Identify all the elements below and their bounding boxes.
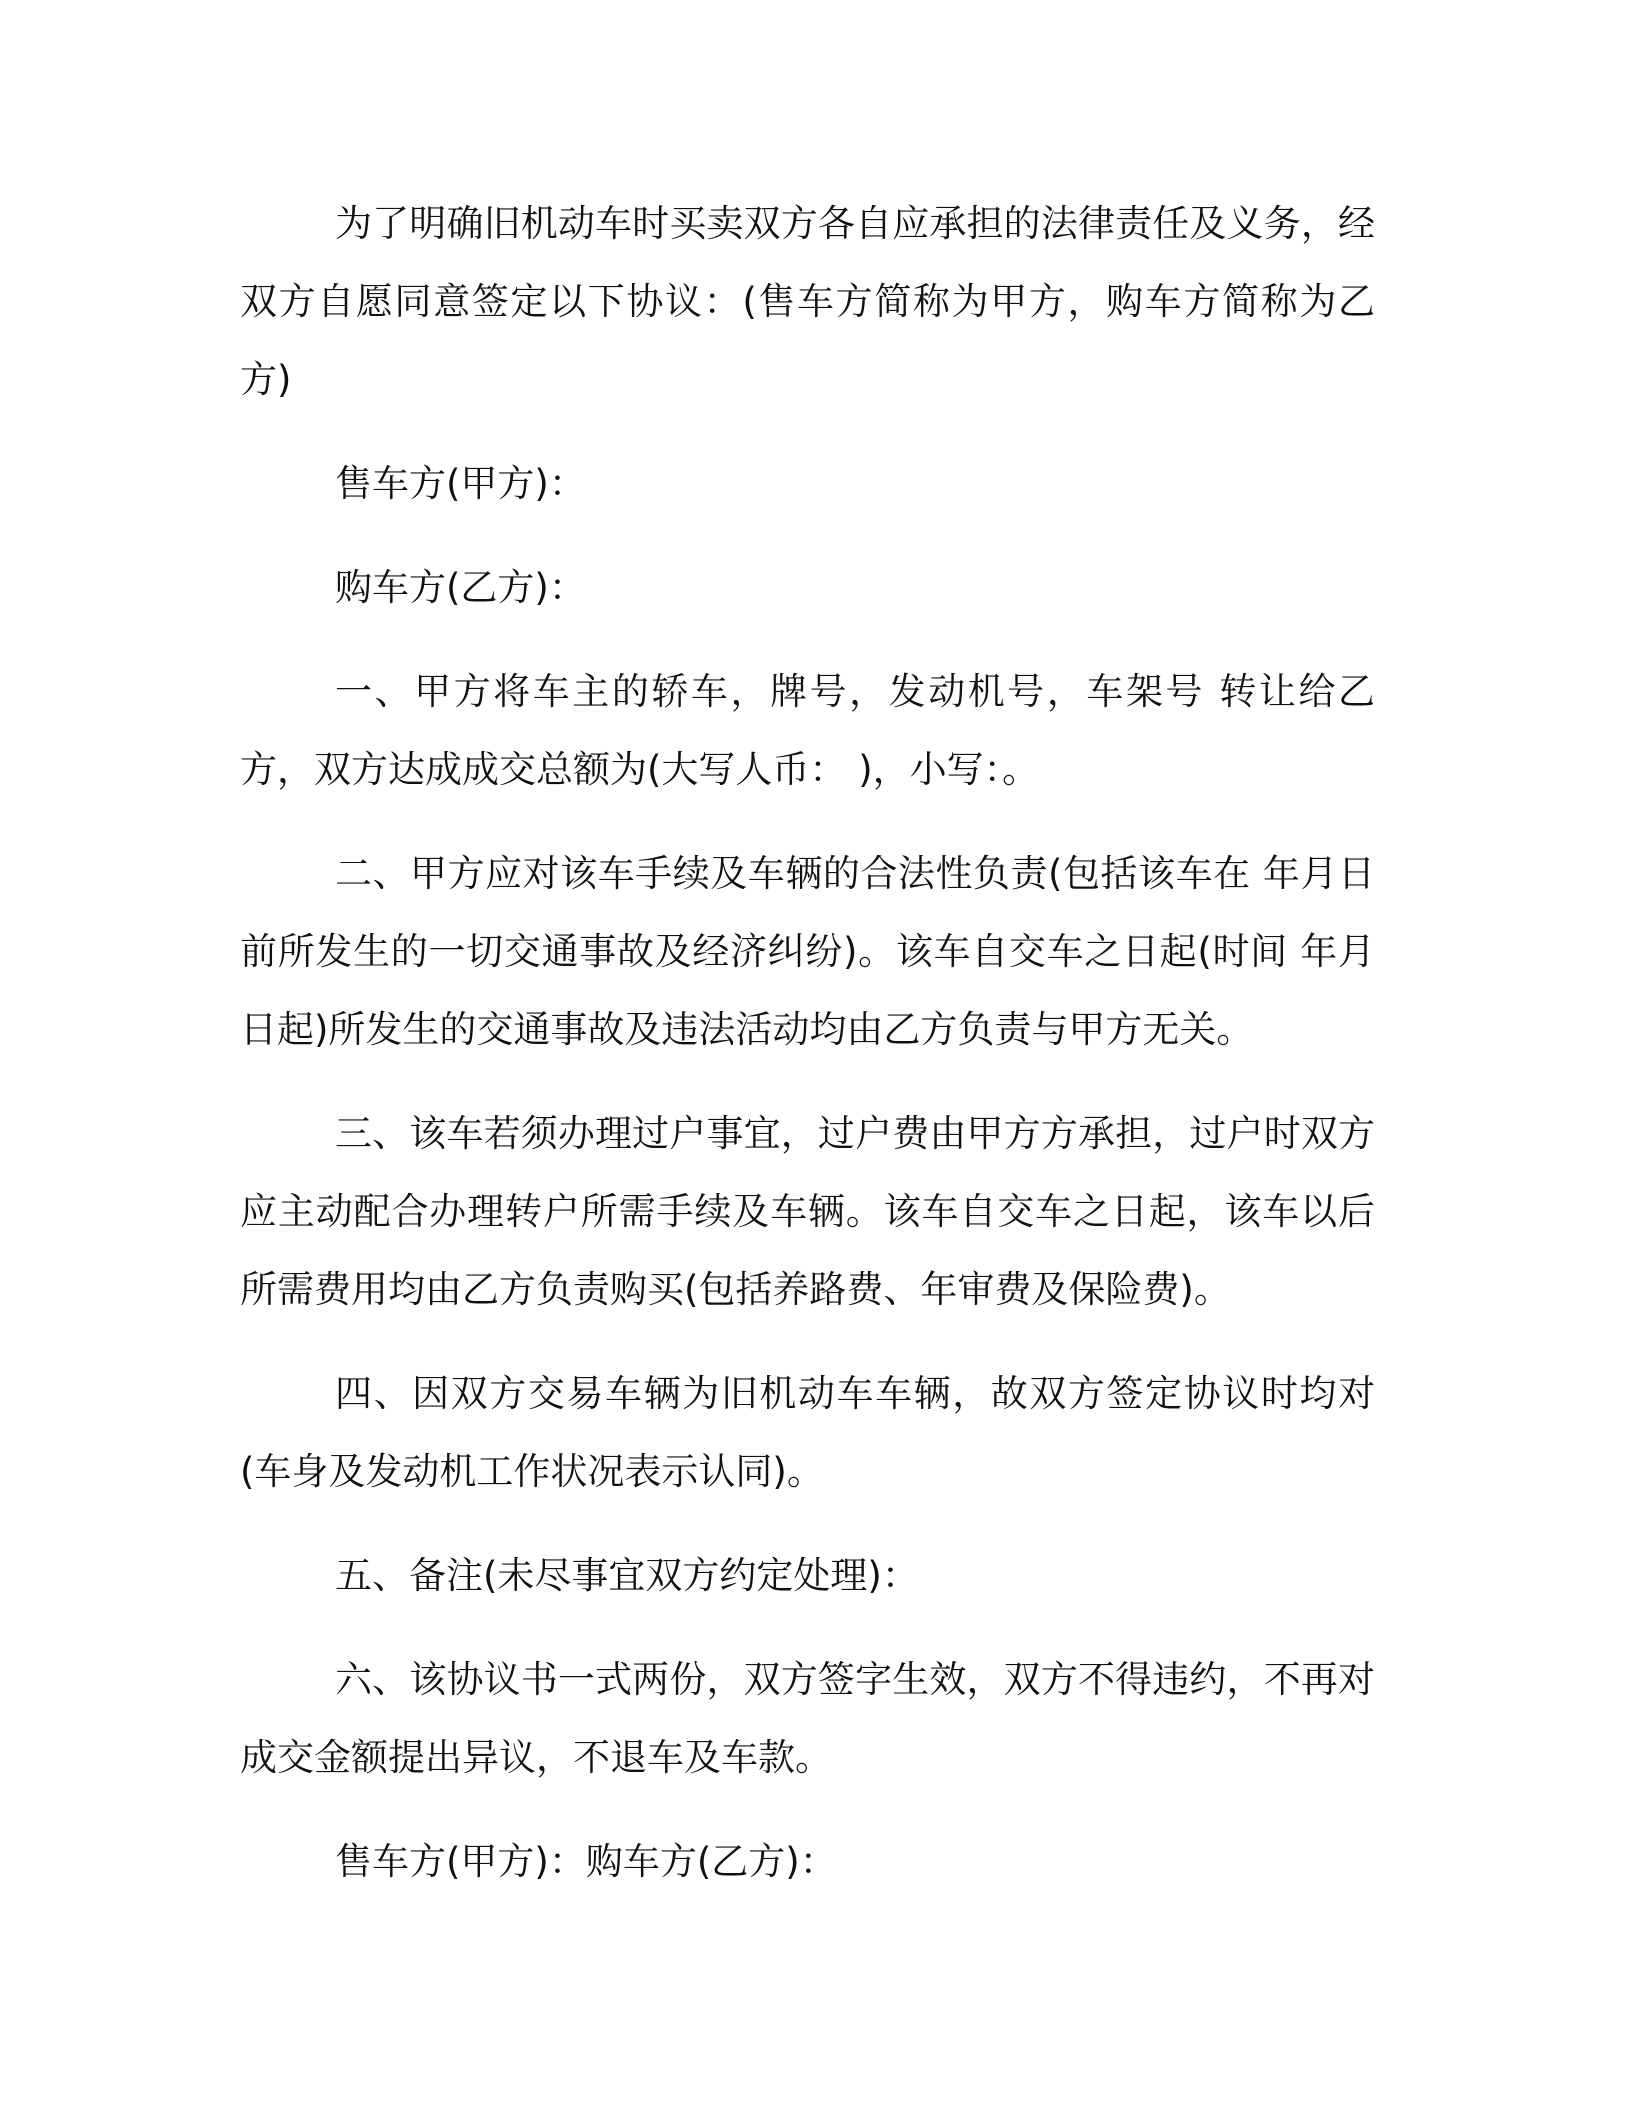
clause-3: 三、该车若须办理过户事宜，过户费由甲方方承担，过户时双方应主动配合办理转户所需手续及车辆。该车自交车之日起，该车以后所需费用均由乙方负责购买(包括养路费、年审费及保险费)。 [240,1112,1375,1311]
clause-4: 四、因双方交易车辆为旧机动车车辆，故双方签定协议时均对(车身及发动机工作状况表示认同)。 [240,1372,1375,1493]
buyer-line: 购车方(乙方)： [335,566,586,609]
clause-1: 一、甲方将车主的轿车，牌号，发动机号，车架号 转让给乙方，双方达成成交总额为(大写人币： )，小写：。 [240,670,1375,791]
intro-paragraph: 为了明确旧机动车时买卖双方各自应承担的法律责任及义务，经双方自愿同意签定以下协议：(售车方简称为甲方，购车方简称为乙方) [240,202,1375,401]
seller-line: 售车方(甲方)： [335,462,586,505]
signature-line: 售车方(甲方)：购车方(乙方)： [335,1840,837,1883]
clause-6: 六、该协议书一式两份，双方签字生效，双方不得违约，不再对成交金额提出异议，不退车及车款。 [240,1658,1375,1779]
clause-5: 五、备注(未尽事宜双方约定处理)： [335,1554,919,1597]
clause-2: 二、甲方应对该车手续及车辆的合法性负责(包括该车在 年月日前所发生的一切交通事故及经济纠纷)。该车自交车之日起(时间 年月日起)所发生的交通事故及违法活动均由乙方负责与甲方无关。 [240,852,1375,1051]
document-body [240,185,1375,1901]
